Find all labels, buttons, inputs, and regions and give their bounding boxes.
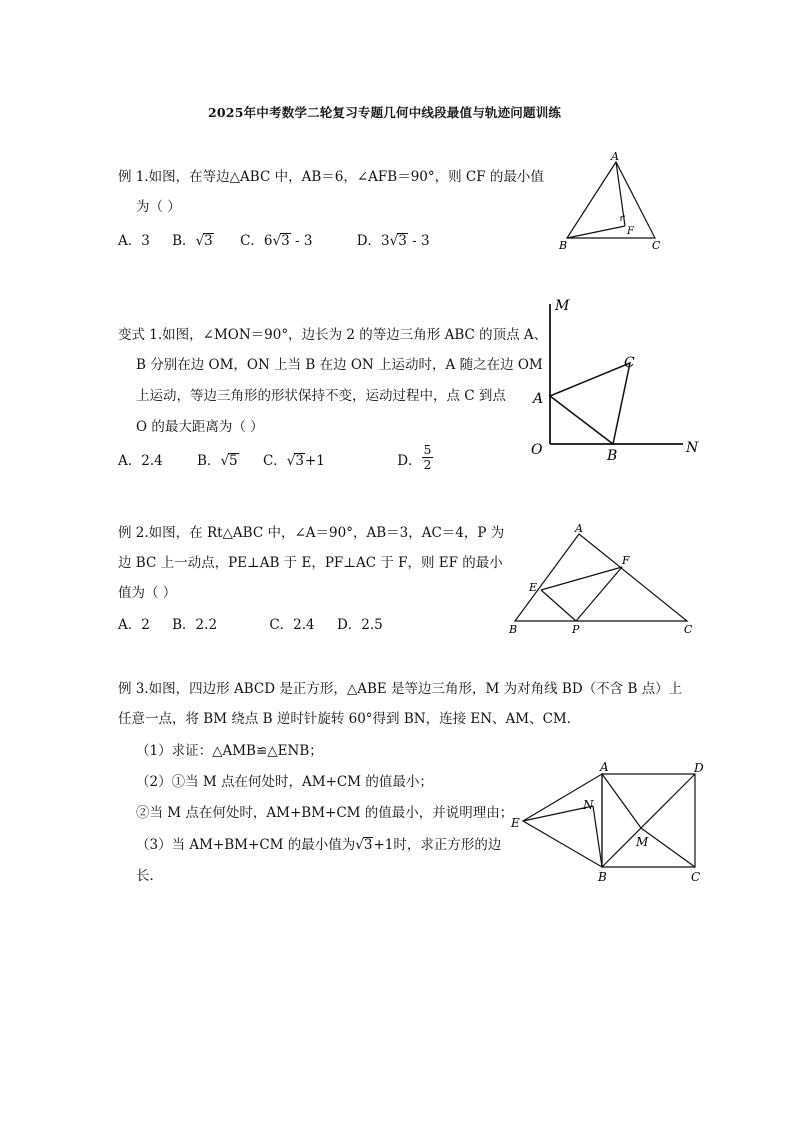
ex2-option-a: A．2 (118, 617, 150, 633)
ex3-line2: 任意一点，将 BM 绕点 B 逆时针旋转 60°得到 BN，连接 EN、AM、CM． (118, 711, 581, 727)
ex2-line3: 值为（ ） (118, 585, 177, 601)
var1-label-o: O (531, 442, 543, 458)
ex3-q2b: ②当 M 点在何处时，AM+BM+CM 的值最小，并说明理由； (136, 805, 514, 821)
var1-option-a: A．2.4 (118, 453, 163, 469)
ex1-figure (555, 148, 695, 258)
var1-line1: 变式 1.如图，∠MON＝90°，边长为 2 的等边三角形 ABC 的顶点 A、 (118, 327, 548, 343)
ex3-q1: （1）求证：△AMB≌△ENB； (136, 743, 323, 759)
ex2-label-f: F (622, 554, 630, 567)
ex1-label-b: B (559, 239, 568, 252)
ex3-label-m: M (636, 835, 649, 849)
ex3-label-e: E (511, 816, 520, 830)
ex1-option-a: A．3 (118, 233, 150, 249)
var1-label-c: C (624, 355, 635, 371)
var1-line2: B 分别在边 OM，ON 上当 B 在边 ON 上运动时，A 随之在边 OM (136, 357, 543, 373)
ex2-label-e: E (529, 581, 538, 594)
ex1-label-c: C (652, 239, 661, 252)
ex3-line1: 例 3.如图，四边形 ABCD 是正方形，△ABE 是等边三角形，M 为对角线 BD（不含 B 点）上 (118, 681, 683, 697)
ex2-options (118, 613, 383, 633)
ex2-option-b: B．2.2 (172, 617, 218, 633)
var1-options (118, 442, 433, 472)
ex1-option-c: C．6√3 - 3 (240, 233, 313, 249)
ex3-label-a: A (600, 760, 609, 774)
ex3-label-d: D (694, 761, 704, 775)
ex1-line1: 例 1.如图，在等边△ABC 中，AB＝6，∠AFB＝90°，则 CF 的最小值 (118, 169, 544, 185)
var1-option-d: D． $\frac{5}{2}$ (397, 442, 432, 472)
var1-label-n: N (686, 440, 699, 456)
ex2-label-a: A (575, 522, 583, 535)
ex1-options (118, 229, 430, 249)
var1-figure (525, 292, 715, 464)
var1-line3: 上运动，等边三角形的形状保持不变，运动过程中，点 C 到点 (136, 388, 506, 404)
ex2-figure (505, 520, 705, 640)
var1-option-b: B．√5 (197, 453, 238, 469)
ex3-q3c: 长． (136, 868, 163, 884)
var1-line4: O 的最大距离为（ ） (136, 419, 264, 435)
var1-label-a: A (533, 391, 544, 407)
ex2-option-c: C．2.4 (269, 617, 315, 633)
ex1-option-d: D．3√3 - 3 (356, 233, 430, 249)
ex3-figure (505, 755, 715, 887)
ex2-label-c: C (684, 623, 693, 636)
ex2-line1: 例 2.如图，在 Rt△ABC 中，∠A＝90°，AB＝3，AC＝4，P 为 (118, 525, 505, 541)
ex3-label-c: C (691, 870, 701, 884)
var1-label-b: B (607, 448, 618, 464)
ex3-label-b: B (598, 870, 607, 884)
ex2-label-p: P (572, 623, 580, 636)
page-title: 2025年中考数学二轮复习专题几何中线段最值与轨迹问题训练 (208, 105, 562, 120)
ex1-option-b: B．√3 (172, 233, 213, 249)
var1-option-c: C．√3+1 (262, 453, 325, 469)
ex3-q3: （3）当 AM+BM+CM 的最小值为√3+1时，求正方形的边 (136, 837, 502, 853)
ex1-label-a: A (611, 150, 619, 163)
var1-label-m: M (555, 298, 570, 314)
ex3-label-n: N (583, 798, 594, 812)
ex2-option-d: D．2.5 (336, 617, 383, 633)
ex1-label-f: F (627, 226, 634, 237)
ex2-label-b: B (509, 623, 518, 636)
ex3-q2a: （2）①当 M 点在何处时，AM+CM 的值最小； (136, 774, 433, 790)
ex2-line2: 边 BC 上一动点，PE⊥AB 于 E，PF⊥AC 于 F，则 EF 的最小 (118, 555, 503, 571)
ex1-line2: 为（ ） (136, 199, 181, 215)
